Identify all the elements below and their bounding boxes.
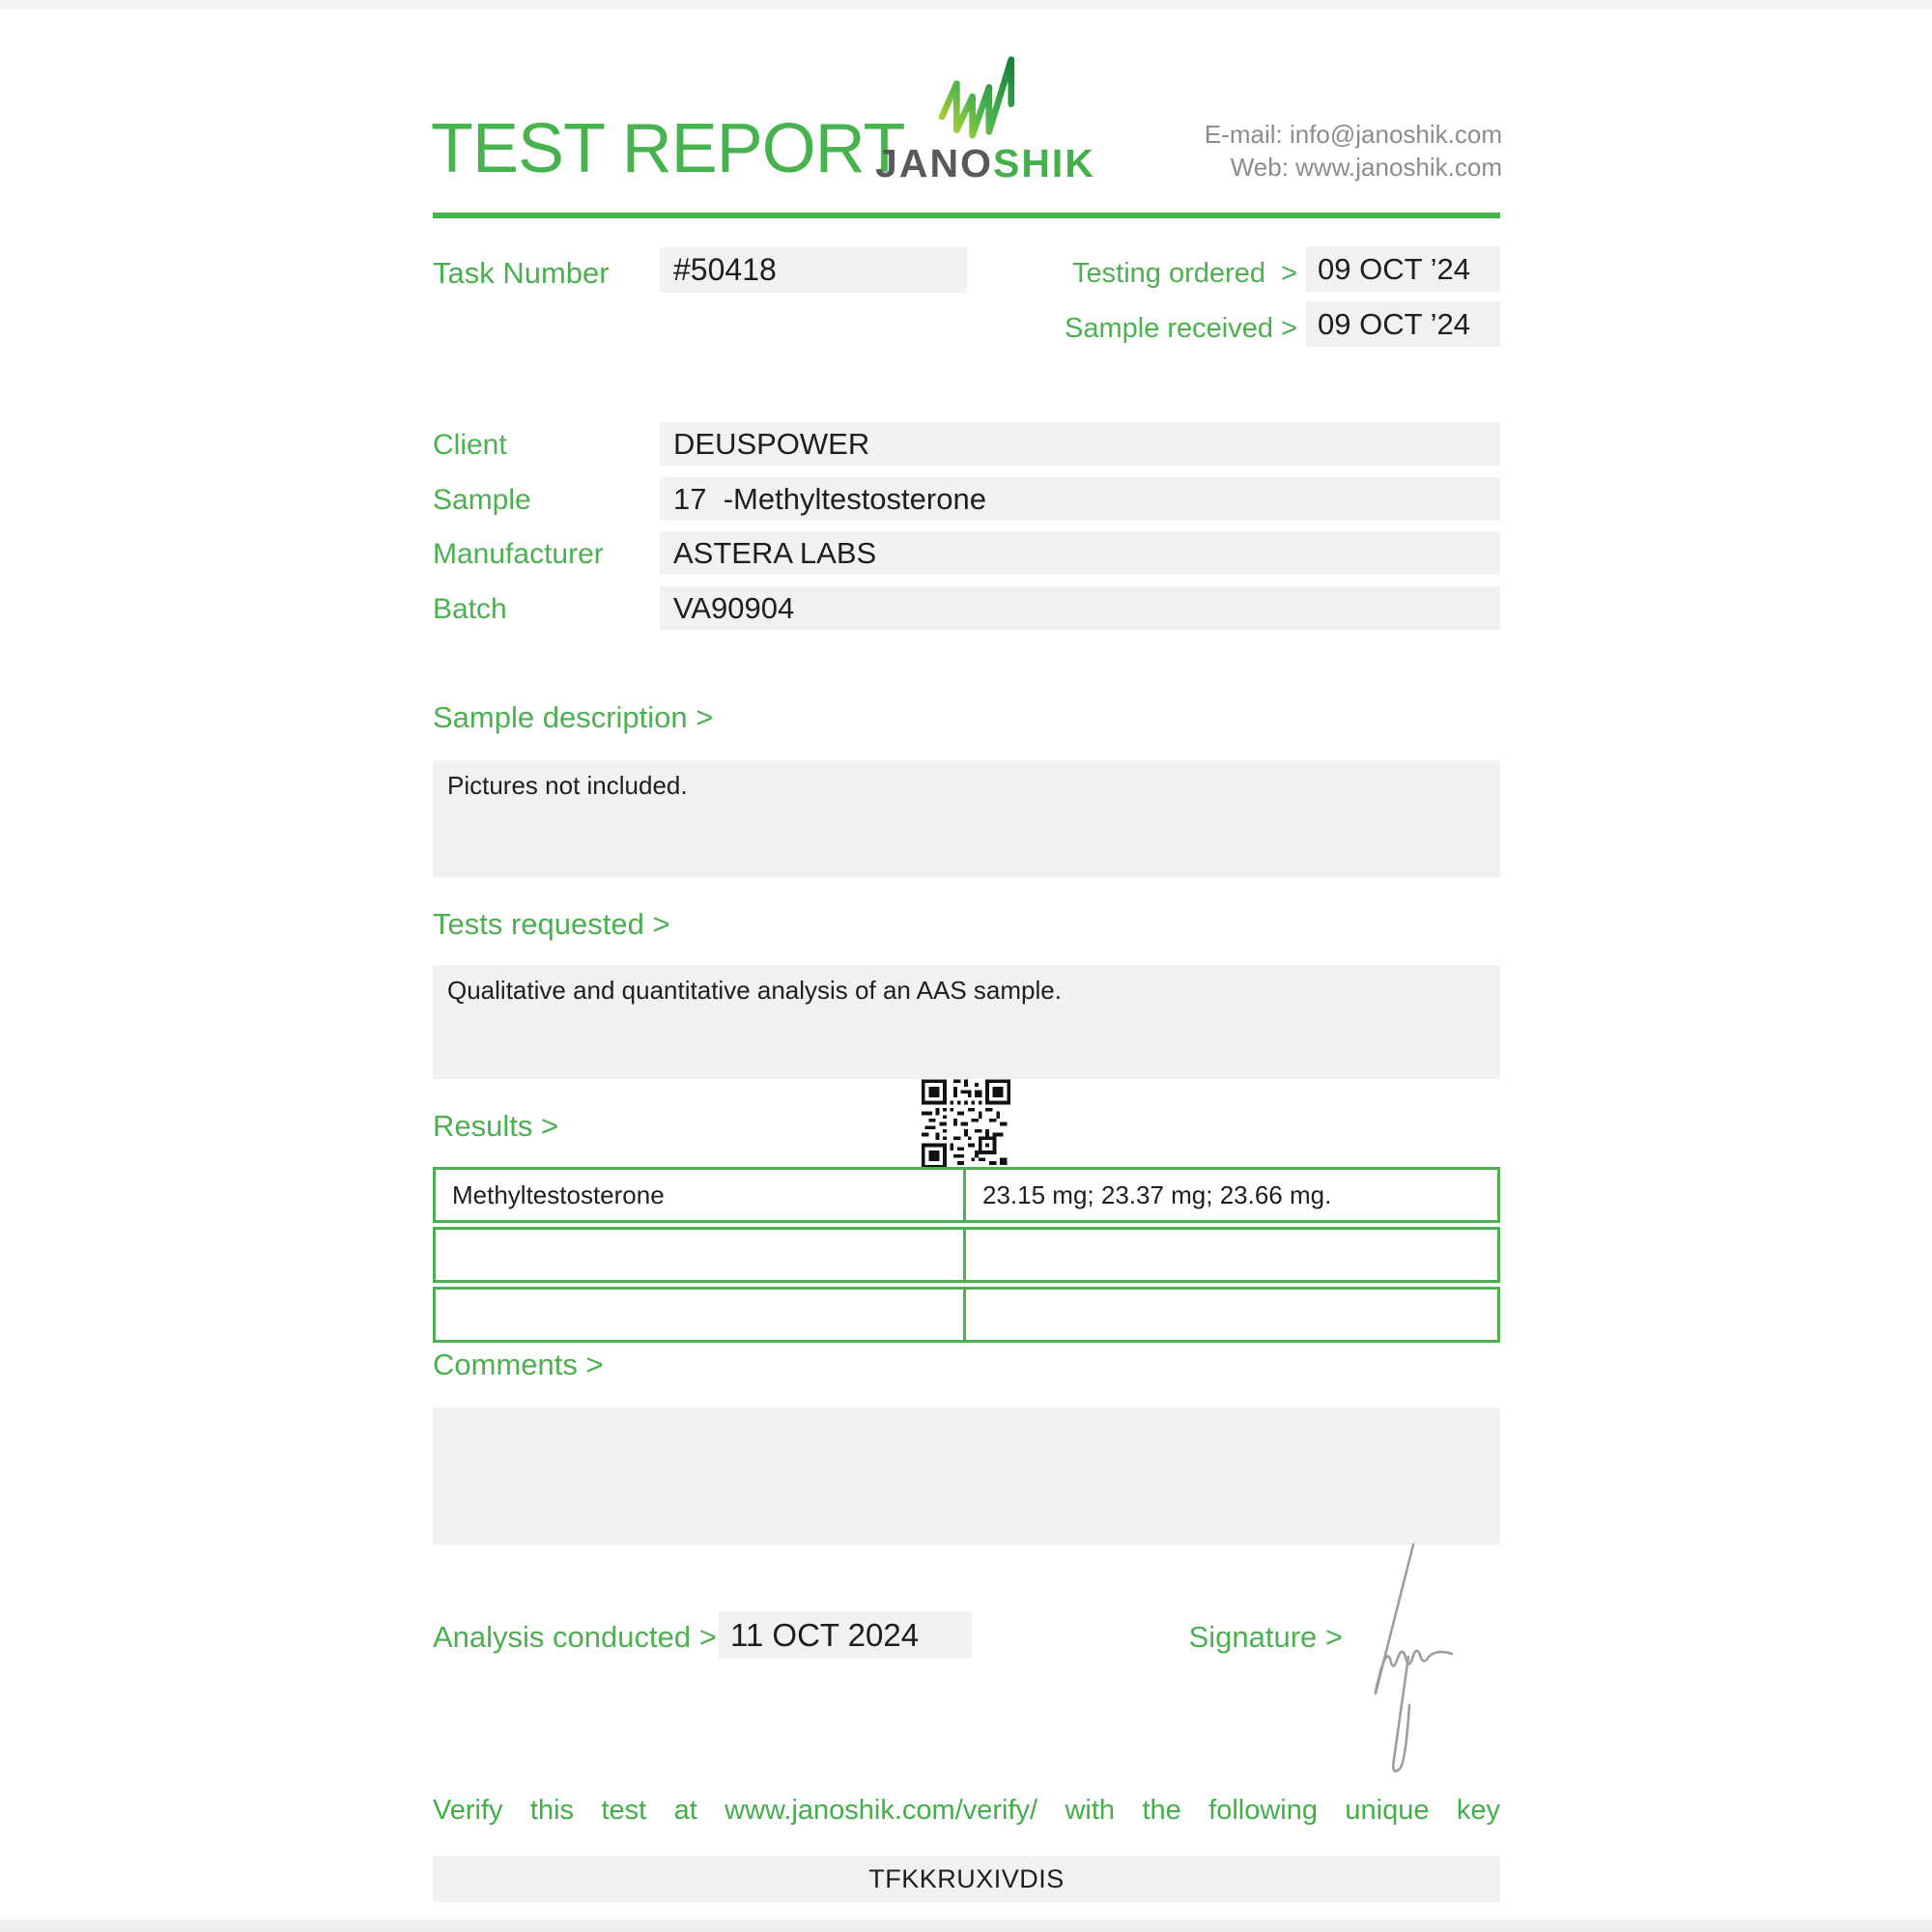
task-number-box	[660, 247, 967, 293]
brand-prefix: JANO	[875, 141, 993, 185]
table-row	[433, 1287, 1500, 1343]
qr-code	[922, 1079, 1010, 1169]
brand-suffix: SHIK	[992, 141, 1095, 185]
tests-requested-heading: Tests requested >	[433, 907, 670, 941]
testing-ordered-date: 09 OCT ’24	[1318, 252, 1470, 286]
analyte-cell	[436, 1170, 966, 1220]
brand-wordmark	[872, 143, 1098, 184]
chart-logo-icon	[937, 54, 1034, 139]
verify-key-value: TFKKRUXIVDIS	[868, 1864, 1065, 1893]
analysis-conducted-date: 11 OCT 2024	[730, 1617, 920, 1653]
results-table	[433, 1167, 1500, 1347]
sample-description-text: Pictures not included.	[447, 771, 688, 800]
janoshik-logo	[872, 54, 1098, 184]
result-cell	[966, 1170, 1497, 1220]
header-divider	[433, 213, 1500, 218]
testing-ordered-box	[1306, 246, 1500, 292]
comments-text	[433, 1407, 1500, 1429]
signature-label: Signature >	[1188, 1620, 1343, 1654]
sample-value: 17 -Methyltestosterone	[673, 482, 986, 516]
table-row	[433, 1227, 1500, 1283]
analyte-cell	[436, 1230, 966, 1280]
page-edge-top	[0, 0, 1932, 9]
analysis-conducted-box	[719, 1611, 972, 1659]
manufacturer-label: Manufacturer	[433, 538, 604, 570]
contact-block	[1205, 118, 1502, 184]
analyte-name: Methyltestosterone	[452, 1180, 665, 1209]
result-cell	[966, 1290, 1497, 1340]
signature-image	[1355, 1531, 1476, 1792]
sample-received-label: Sample received >	[1065, 313, 1297, 344]
sample-received-date: 09 OCT ’24	[1318, 307, 1470, 341]
client-label: Client	[433, 429, 507, 461]
result-cell	[966, 1230, 1497, 1280]
contact-email: E-mail: info@janoshik.com	[1204, 120, 1502, 149]
page-title: TEST REPORT	[431, 110, 905, 187]
verify-key-box	[433, 1856, 1500, 1902]
analysis-conducted-label: Analysis conducted >	[433, 1620, 717, 1654]
tests-requested-text: Qualitative and quantitative analysis of an AAS sample.	[447, 976, 1062, 1005]
analyte-cell	[436, 1290, 966, 1340]
results-heading: Results >	[433, 1109, 559, 1143]
sample-box	[660, 477, 1500, 521]
table-row	[433, 1167, 1500, 1223]
batch-label: Batch	[433, 593, 507, 625]
comments-heading: Comments >	[433, 1348, 604, 1381]
testing-ordered-label: Testing ordered >	[1072, 258, 1297, 289]
task-number-value: #50418	[673, 252, 777, 287]
result-value: 23.15 mg; 23.37 mg; 23.66 mg.	[982, 1180, 1332, 1209]
page-edge-bottom	[0, 1919, 1932, 1932]
task-number-label: Task Number	[433, 256, 610, 290]
batch-box	[660, 586, 1500, 630]
sample-label: Sample	[433, 484, 531, 516]
sample-description-heading: Sample description >	[433, 700, 714, 734]
contact-web: Web: www.janoshik.com	[1230, 153, 1502, 182]
manufacturer-value: ASTERA LABS	[673, 536, 877, 570]
verify-instruction: Verify this test at www.janoshik.com/verify/ with the following unique key	[433, 1795, 1500, 1826]
sample-description-box	[433, 760, 1500, 877]
manufacturer-box	[660, 531, 1500, 575]
client-value: DEUSPOWER	[673, 427, 870, 461]
comments-box	[433, 1407, 1500, 1545]
sample-received-box	[1306, 301, 1500, 347]
client-box	[660, 422, 1500, 466]
tests-requested-box	[433, 965, 1500, 1079]
batch-value: VA90904	[673, 591, 795, 625]
